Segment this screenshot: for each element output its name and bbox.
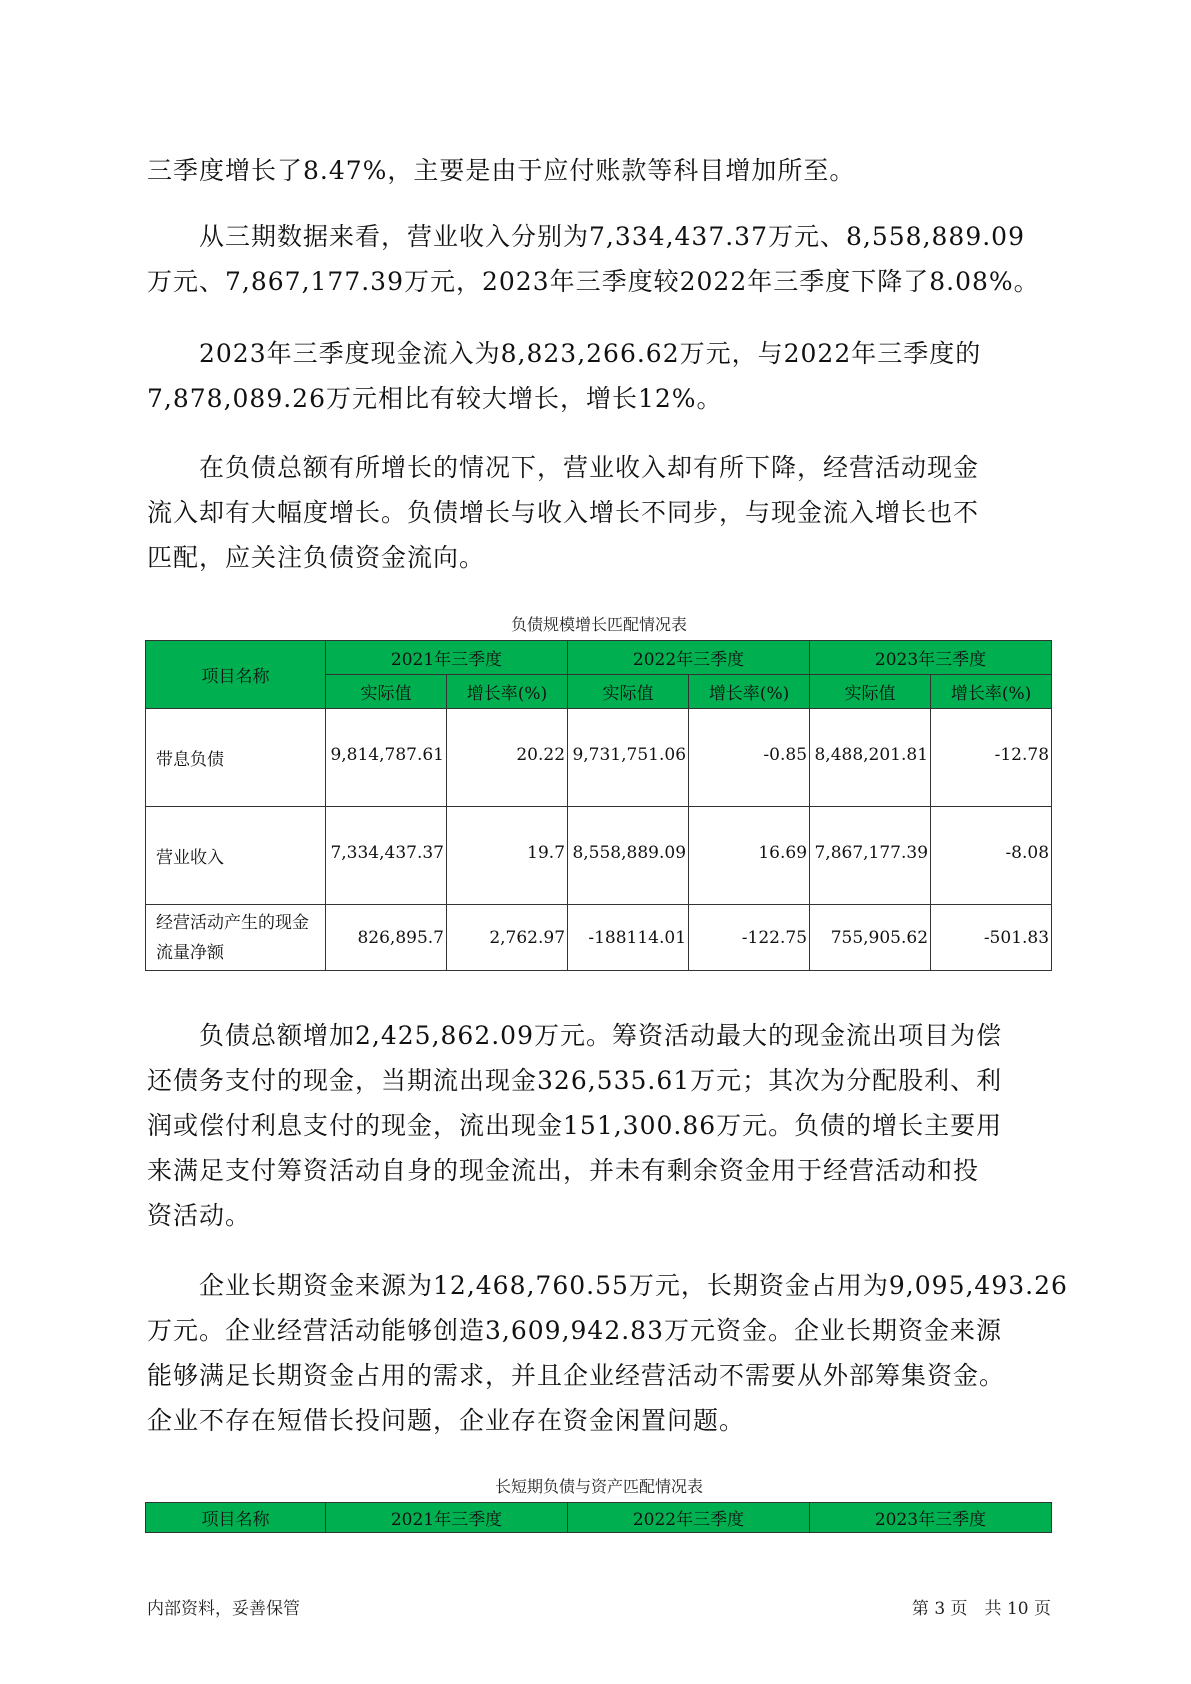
header-item-name: 项目名称 <box>146 1503 326 1533</box>
long-short-term-matching-table <box>145 1502 1052 1533</box>
paragraph-line: 还债务支付的现金，当期流出现金326,535.61万元；其次为分配股利、利 <box>147 1066 1003 1095</box>
footer-page-number: 第 3 页 共 10 页 <box>911 1599 1051 1619</box>
row-label: 经营活动产生的现金流量净额 <box>146 905 326 971</box>
table-cell: 2,762.97 <box>447 905 568 971</box>
paragraph <box>147 331 1047 421</box>
paragraph-line: 来满足支付筹资活动自身的现金流出，并未有剩余资金用于经营活动和投 <box>147 1156 980 1185</box>
table-cell: -0.85 <box>689 709 810 807</box>
paragraph-line: 资活动。 <box>147 1201 252 1230</box>
header-period: 2021年三季度 <box>326 641 568 675</box>
table-cell: 8,558,889.09 <box>568 807 689 905</box>
table-caption: 负债规模增长匹配情况表 <box>510 615 687 634</box>
header-item-name: 项目名称 <box>146 641 326 709</box>
table-cell: 16.69 <box>689 807 810 905</box>
paragraph-line: 2023年三季度现金流入为8,823,266.62万元，与2022年三季度的 <box>147 339 982 368</box>
header-actual-value: 实际值 <box>810 675 931 709</box>
paragraph-line: 从三期数据来看，营业收入分别为7,334,437.37万元、8,558,889.09 <box>147 222 1025 251</box>
paragraph <box>147 148 1047 193</box>
paragraph-line: 万元、7,867,177.39万元，2023年三季度较2022年三季度下降了8.08%。 <box>147 267 1040 296</box>
table-cell: 7,867,177.39 <box>810 807 931 905</box>
header-period: 2023年三季度 <box>810 1503 1052 1533</box>
table-cell: 20.22 <box>447 709 568 807</box>
paragraph-line: 负债总额增加2,425,862.09万元。筹资活动最大的现金流出项目为偿 <box>147 1021 1002 1050</box>
table-cell: -8.08 <box>931 807 1052 905</box>
paragraph-line: 在负债总额有所增长的情况下，营业收入却有所下降，经营活动现金 <box>147 453 980 482</box>
header-period: 2021年三季度 <box>326 1503 568 1533</box>
debt-growth-table <box>145 640 1052 971</box>
table-cell: 9,731,751.06 <box>568 709 689 807</box>
header-period: 2022年三季度 <box>568 641 810 675</box>
paragraph-line: 能够满足长期资金占用的需求，并且企业经营活动不需要从外部筹集资金。 <box>147 1361 1006 1390</box>
table-cell: -122.75 <box>689 905 810 971</box>
paragraph <box>147 1263 1068 1443</box>
paragraph <box>147 445 1047 580</box>
paragraph-line: 流入却有大幅度增长。负债增长与收入增长不同步，与现金流入增长也不 <box>147 498 980 527</box>
footer-confidential-note: 内部资料，妥善保管 <box>147 1599 300 1619</box>
header-period: 2022年三季度 <box>568 1503 810 1533</box>
row-label: 带息负债 <box>146 709 326 807</box>
paragraph-line: 企业不存在短借长投问题，企业存在资金闲置问题。 <box>147 1406 746 1435</box>
table-cell: -188114.01 <box>568 905 689 971</box>
table-cell: 755,905.62 <box>810 905 931 971</box>
row-label: 营业收入 <box>146 807 326 905</box>
header-actual-value: 实际值 <box>568 675 689 709</box>
paragraph-line: 企业长期资金来源为12,468,760.55万元，长期资金占用为9,095,493.26 <box>147 1271 1068 1300</box>
table-cell: 8,488,201.81 <box>810 709 931 807</box>
header-actual-value: 实际值 <box>326 675 447 709</box>
table-row <box>146 905 1052 971</box>
paragraph-line: 匹配，应关注负债资金流向。 <box>147 543 486 572</box>
table-cell: 826,895.7 <box>326 905 447 971</box>
paragraph-line: 润或偿付利息支付的现金，流出现金151,300.86万元。负债的增长主要用 <box>147 1111 1003 1140</box>
table-cell: 7,334,437.37 <box>326 807 447 905</box>
table-cell: -12.78 <box>931 709 1052 807</box>
table-caption: 长短期负债与资产匹配情况表 <box>494 1477 703 1496</box>
header-growth-rate: 增长率(%) <box>689 675 810 709</box>
header-growth-rate: 增长率(%) <box>447 675 568 709</box>
header-period: 2023年三季度 <box>810 641 1052 675</box>
table-row <box>146 807 1052 905</box>
paragraph-line: 三季度增长了8.47%，主要是由于应付账款等科目增加所至。 <box>147 156 856 185</box>
paragraph <box>147 214 1047 304</box>
paragraph-line: 7,878,089.26万元相比有较大增长，增长12%。 <box>147 384 723 413</box>
paragraph-line: 万元。企业经营活动能够创造3,609,942.83万元资金。企业长期资金来源 <box>147 1316 1002 1345</box>
table-cell: -501.83 <box>931 905 1052 971</box>
paragraph <box>147 1013 1047 1238</box>
header-growth-rate: 增长率(%) <box>931 675 1052 709</box>
table-cell: 19.7 <box>447 807 568 905</box>
table-row <box>146 709 1052 807</box>
table-cell: 9,814,787.61 <box>326 709 447 807</box>
